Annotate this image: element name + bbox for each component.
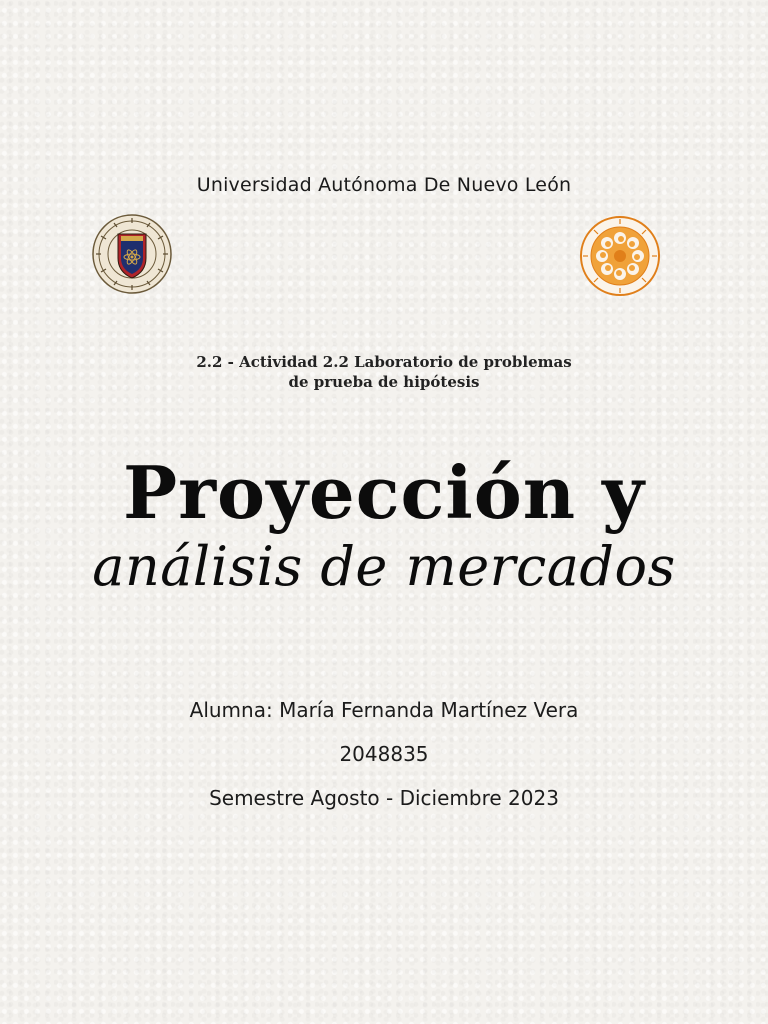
university-name: Universidad Autónoma De Nuevo León bbox=[196, 174, 572, 196]
script-subtitle: análisis de mercados bbox=[92, 535, 676, 598]
fcc-seal-icon bbox=[580, 216, 660, 296]
activity-title bbox=[0, 352, 768, 392]
uanl-seal-icon bbox=[92, 214, 172, 294]
semester: Semestre Agosto - Diciembre 2023 bbox=[209, 786, 559, 810]
activity-line-1: 2.2 - Actividad 2.2 Laboratorio de problemas bbox=[196, 353, 572, 371]
main-title: Proyección y bbox=[122, 450, 646, 535]
student-id: 2048835 bbox=[339, 742, 429, 766]
activity-line-2: de prueba de hipótesis bbox=[288, 373, 480, 391]
student-name: Alumna: María Fernanda Martínez Vera bbox=[189, 698, 579, 722]
